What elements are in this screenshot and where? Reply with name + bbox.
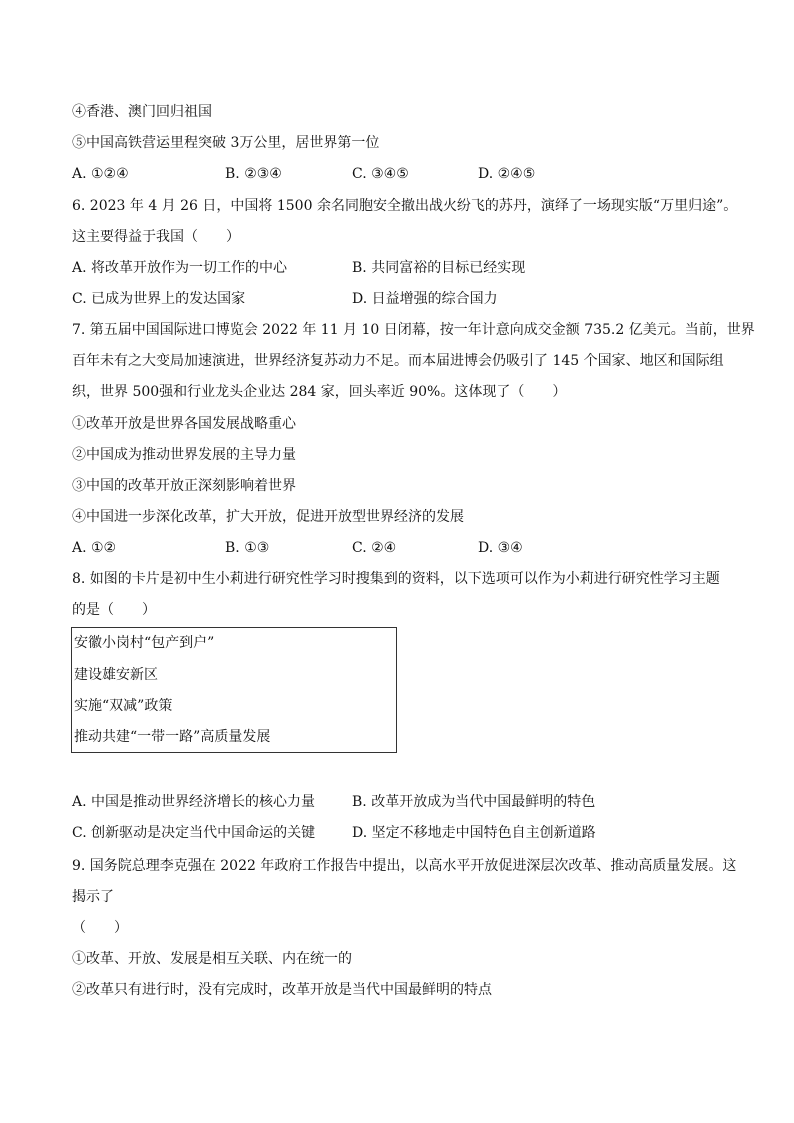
q9-item-2: ②改革只有进行时，没有完成时，改革开放是当代中国最鲜明的特点 — [72, 982, 492, 998]
q6-option-c[interactable]: C. 已成为世界上的发达国家 — [72, 291, 246, 307]
q9-item-1: ①改革、开放、发展是相互关联、内在统一的 — [72, 951, 352, 967]
q7-item-3: ③中国的改革开放正深刻影响着世界 — [72, 478, 296, 494]
q9-stem-line-3: （ ） — [72, 920, 128, 936]
q6-option-d[interactable]: D. 日益增强的综合国力 — [352, 291, 498, 307]
q5-item-5: ⑤中国高铁营运里程突破 3万公里，居世界第一位 — [72, 135, 380, 151]
q5-option-a[interactable]: A. ①②④ — [72, 166, 129, 182]
q7-stem-line-1: 7. 第五届中国国际进口博览会 2022 年 11 月 10 日闭幕，按一年计意向成交金额 735.2 亿美元。当前，世界 — [72, 322, 755, 338]
q5-option-c[interactable]: C. ③④⑤ — [352, 166, 409, 182]
q7-stem-line-2: 百年未有之大变局加速演进，世界经济复苏动力不足。而本届进博会仍吸引了 145 个国家、地区和国际组 — [72, 353, 724, 369]
q8-option-b[interactable]: B. 改革开放成为当代中国最鲜明的特色 — [352, 794, 596, 810]
q9-stem-line-2: 揭示了 — [72, 889, 114, 905]
card-line-4: 推动共建“一带一路”高质量发展 — [74, 729, 271, 745]
q7-item-2: ②中国成为推动世界发展的主导力量 — [72, 447, 296, 463]
card-line-1: 安徽小岗村“包产到户” — [74, 635, 215, 651]
q8-info-card — [71, 627, 397, 753]
q7-item-1: ①改革开放是世界各国发展战略重心 — [72, 416, 296, 432]
q8-stem-line-1: 8. 如图的卡片是初中生小莉进行研究性学习时搜集到的资料，以下选项可以作为小莉进行研究性学习主题 — [72, 571, 720, 587]
q7-option-d[interactable]: D. ③④ — [478, 540, 523, 556]
q7-stem-line-3: 织，世界 500强和行业龙头企业达 284 家，回头率近 90%。这体现了（ ） — [72, 384, 567, 400]
q9-stem-line-1: 9. 国务院总理李克强在 2022 年政府工作报告中提出，以高水平开放促进深层次改革、推动高质量发展。这 — [72, 858, 737, 874]
q8-option-d[interactable]: D. 坚定不移地走中国特色自主创新道路 — [352, 825, 596, 841]
q5-option-b[interactable]: B. ②③④ — [225, 166, 282, 182]
q8-stem-line-2: 的是（ ） — [72, 602, 156, 618]
q8-option-c[interactable]: C. 创新驱动是决定当代中国命运的关键 — [72, 825, 316, 841]
card-line-2: 建设雄安新区 — [74, 667, 158, 683]
q7-option-c[interactable]: C. ②④ — [352, 540, 397, 556]
q6-option-b[interactable]: B. 共同富裕的目标已经实现 — [352, 260, 526, 276]
q7-option-b[interactable]: B. ①③ — [225, 540, 270, 556]
q7-item-4: ④中国进一步深化改革，扩大开放，促进开放型世界经济的发展 — [72, 509, 464, 525]
q6-stem-line-2: 这主要得益于我国（ ） — [72, 229, 240, 245]
q5-item-4: ④香港、澳门回归祖国 — [72, 104, 212, 120]
q8-option-a[interactable]: A. 中国是推动世界经济增长的核心力量 — [72, 794, 316, 810]
q5-option-d[interactable]: D. ②④⑤ — [478, 166, 536, 182]
q7-option-a[interactable]: A. ①② — [72, 540, 117, 556]
q6-stem-line-1: 6. 2023 年 4 月 26 日，中国将 1500 余名同胞安全撤出战火纷飞的苏丹，演绎了一场现实版“万里归途”。 — [72, 198, 738, 214]
q6-option-a[interactable]: A. 将改革开放作为一切工作的中心 — [72, 260, 288, 276]
card-line-3: 实施“双减”政策 — [74, 698, 173, 714]
